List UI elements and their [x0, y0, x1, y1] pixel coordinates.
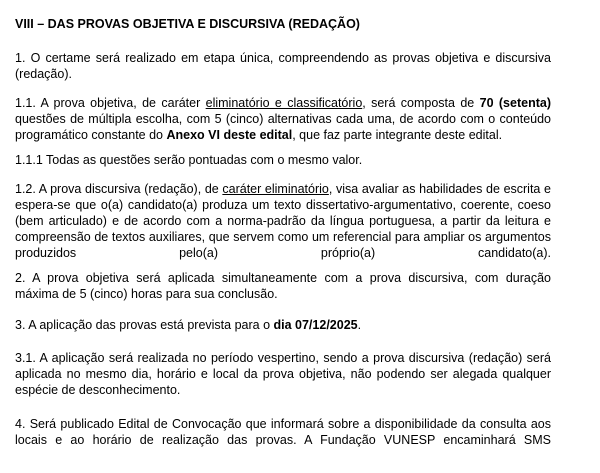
eliminatorio-classificatorio-text: eliminatório e classificatório: [205, 96, 363, 110]
paragraph-4: 4. Será publicado Edital de Convocação que informará sobre a disponibilidade da consulta aos locais e ao horário de realização das provas. A Fundação VUNESP encaminhará SMS: [15, 417, 551, 447]
carater-eliminatorio-text: caráter eliminatório: [222, 182, 329, 196]
paragraph-1-1: 1.1. A prova objetiva, de caráter eliminatório e classificatório, será composta de 70 (setenta) questões de múltipla escolha, com 5 (cinco) alternativas cada uma, de acordo com o conteúdo programático constante do Anexo VI deste edital, que faz parte integrante deste edital.: [15, 96, 551, 142]
exam-date: dia 07/12/2025: [273, 318, 358, 332]
paragraph-3-1: 3.1. A aplicação será realizada no período vespertino, sendo a prova discursiva (redação) será aplicada no mesmo dia, horário e local da prova objetiva, não podendo ser alegada qualquer espécie de desconhecimento.: [15, 351, 551, 397]
paragraph-2: 2. A prova objetiva será aplicada simultaneamente com a prova discursiva, com duração máxima de 5 (cinco) horas para sua conclusão.: [15, 271, 551, 301]
section-title: VIII – DAS PROVAS OBJETIVA E DISCURSIVA (REDAÇÃO): [15, 17, 360, 31]
paragraph-1-2: 1.2. A prova discursiva (redação), de caráter eliminatório, visa avaliar as habilidades de escrita e espera-se que o(a) candidato(a) produza um texto dissertativo-argumentativo, coerente, coeso (bem articulado) e de acordo com a norma-padrão da língua portuguesa, a partir da leitura e compreensão de textos auxiliares, que servem como um referencial para ampliar os argumentos produzidos pelo(a) próprio(a) candidato(a).: [15, 182, 551, 260]
paragraph-1-1-1: 1.1.1 Todas as questões serão pontuadas com o mesmo valor.: [15, 153, 363, 167]
anexo-vi-reference: Anexo VI deste edital: [166, 128, 293, 142]
paragraph-3: 3. A aplicação das provas está prevista para o dia 07/12/2025.: [15, 318, 362, 332]
paragraph-1: 1. O certame será realizado em etapa única, compreendendo as provas objetiva e discursiva (redação).: [15, 51, 551, 81]
